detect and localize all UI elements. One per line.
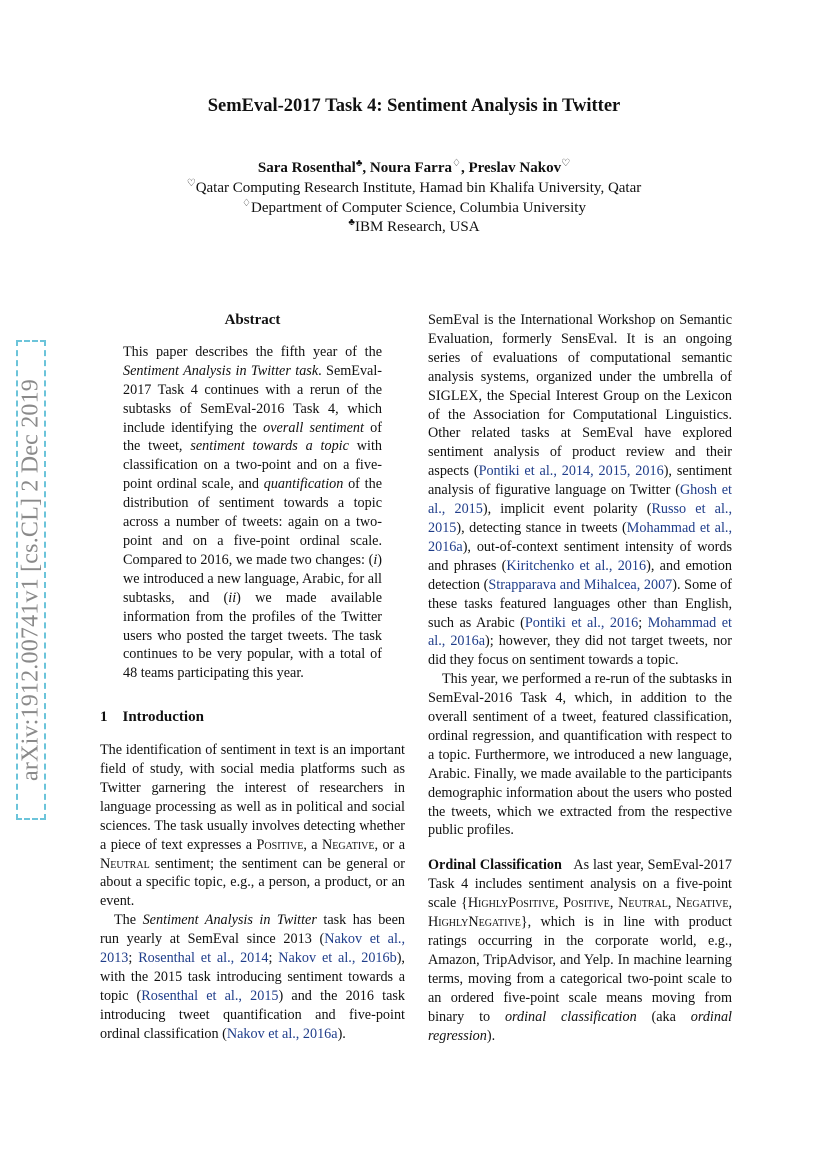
abstract-heading: Abstract [224, 312, 281, 328]
author-name: Preslav Nakov [468, 160, 562, 176]
citation-link[interactable]: Mohammad et al., 2016a [428, 614, 732, 650]
citation-link[interactable]: Kiritchenko et al., 2016 [506, 557, 647, 574]
citation-link[interactable]: Nakov et al., 2016a [226, 1025, 338, 1042]
citation-link[interactable]: Mohammad et al., 2016a [428, 519, 732, 555]
paragraph-heading: Ordinal Classification [428, 857, 562, 874]
affiliation-mark: ♡ [561, 158, 571, 169]
author-list: Sara Rosenthal♣, Noura Farra♢, Preslav Nakov♡ [257, 158, 571, 176]
paper-title: SemEval-2017 Task 4: Sentiment Analysis in Twitter [207, 96, 621, 116]
affiliation-mark: ♡ [186, 178, 196, 189]
citation-link[interactable]: Rosenthal et al., 2015 [141, 987, 279, 1004]
affiliation-line: ♢Department of Computer Science, Columbia University [242, 198, 586, 216]
citation-link[interactable]: Pontiki et al., 2016 [524, 614, 639, 631]
intro-paragraph: The identification of sentiment in text is an important field of study, with social media platforms such as Twitter garnering the interest of researchers in language processing as well as in political and social sciences. The task usually involves detecting whether a piece of text expresses a Positive, a Negative, or a Neutral sentiment; the sentiment can be general or about a specific topic, e.g., a person, a product, or an event. [100, 742, 405, 910]
intro-paragraph: The Sentiment Analysis in Twitter task has been run yearly at SemEval since 2013 (Nakov et al., 2013; Rosenthal et al., 2014; Nakov et al., 2016b), with the 2015 task introducing sentiment towards a topic (Rosenthal et al., 2015) and the 2016 task introducing tweet quantification and five-point ordinal classification (Nakov et al., 2016a). [100, 912, 405, 1042]
affiliation-mark: ♣ [355, 158, 363, 169]
affiliation-mark: ♢ [451, 158, 461, 169]
body-paragraph: Ordinal Classification As last year, SemEval-2017 Task 4 includes sentiment analysis on a five-point scale {HighlyPositive, Positive, Neutral, Negative, HighlyNegative}, which is in line with product ratings occurring in the corporate world, e.g., Amazon, TripAdvisor, and Yelp. In machine learning terms, moving from a categorical two-point scale to an ordered five-point scale means moving from binary to ordinal classification (aka ordinal regression). [428, 857, 733, 1044]
author-name: Sara Rosenthal [257, 160, 356, 176]
abstract-body: This paper describes the fifth year of the Sentiment Analysis in Twitter task. SemEval-2017 Task 4 continues with a rerun of the subtasks of SemEval-2016 Task 4, which include identifying the overall sentiment of the tweet, sentiment towards a topic with classification on a two-point and on a five-point ordinal scale, and quantification of the distribution of sentiment towards a topic across a number of tweets: again on a two-point and on a five-point ordinal scale. Compared to 2016, we made two changes: (i) we introduced a new language, Arabic, for all subtasks, and (ii) we made available information from the profiles of the Twitter users who posted the target tweets. The task continues to be very popular, with a total of 48 teams participating this year. [123, 343, 382, 682]
citation-link[interactable]: Ghosh et al., 2015 [428, 482, 732, 518]
citation-link[interactable]: Nakov et al., 2016b [278, 950, 397, 967]
citation-link[interactable]: Russo et al., 2015 [428, 501, 732, 536]
citation-link[interactable]: Nakov et al., 2013 [100, 931, 405, 967]
affiliation-mark: ♣ [348, 217, 355, 228]
affiliation-line: ♡Qatar Computing Research Institute, Hamad bin Khalifa University, Qatar [186, 178, 642, 196]
affiliation-line: ♣IBM Research, USA [348, 217, 480, 235]
affiliation-mark: ♢ [242, 198, 252, 209]
citation-link[interactable]: Pontiki et al., 2014, 2015, 2016 [478, 463, 664, 480]
left-column [100, 311, 405, 1044]
body-paragraph: SemEval is the International Workshop on Semantic Evaluation, formerly SensEval. It is an ongoing series of evaluations of computational semantic analysis systems, organized under the umbrella of SIGLEX, the Special Interest Group on the Lexicon of the Association for Computational Linguistics. Other related tasks at SemEval have explored sentiment analysis of product review and their aspects (Pontiki et al., 2014, 2015, 2016), sentiment analysis of figurative language on Twitter (Ghosh et al., 2015), implicit event polarity (Russo et al., 2015), detecting stance in tweets (Mohammad et al., 2016a), out-of-context sentiment intensity of words and phrases (Kiritchenko et al., 2016), and emotion detection (Strapparava and Mihalcea, 2007). Some of these tasks featured languages other than English, such as Arabic (Pontiki et al., 2016; Mohammad et al., 2016a); however, they did not target tweets, nor did they focus on sentiment towards a topic. [428, 312, 732, 669]
body-paragraph: This year, we performed a re-run of the subtasks in SemEval-2016 Task 4, which, in addition to the overall sentiment of a tweet, featured classification, ordinal regression, and quantification with respect to a topic. Furthermore, we introduced a new language, Arabic. Finally, we made available to the participants demographic information about the users who posted the tweets, which we extracted from the respective public profiles. [428, 671, 732, 839]
right-column [428, 311, 732, 1045]
citation-link[interactable]: Rosenthal et al., 2014 [138, 950, 269, 967]
section-heading-introduction: 1 Introduction [100, 709, 204, 726]
arxiv-identifier-stamp [16, 340, 46, 820]
author-name: Noura Farra [369, 160, 452, 176]
citation-link[interactable]: Strapparava and Mihalcea, 2007 [488, 576, 673, 593]
arxiv-identifier: arXiv:1912.00741v1 [cs.CL] 2 Dec 2019 [17, 379, 44, 781]
